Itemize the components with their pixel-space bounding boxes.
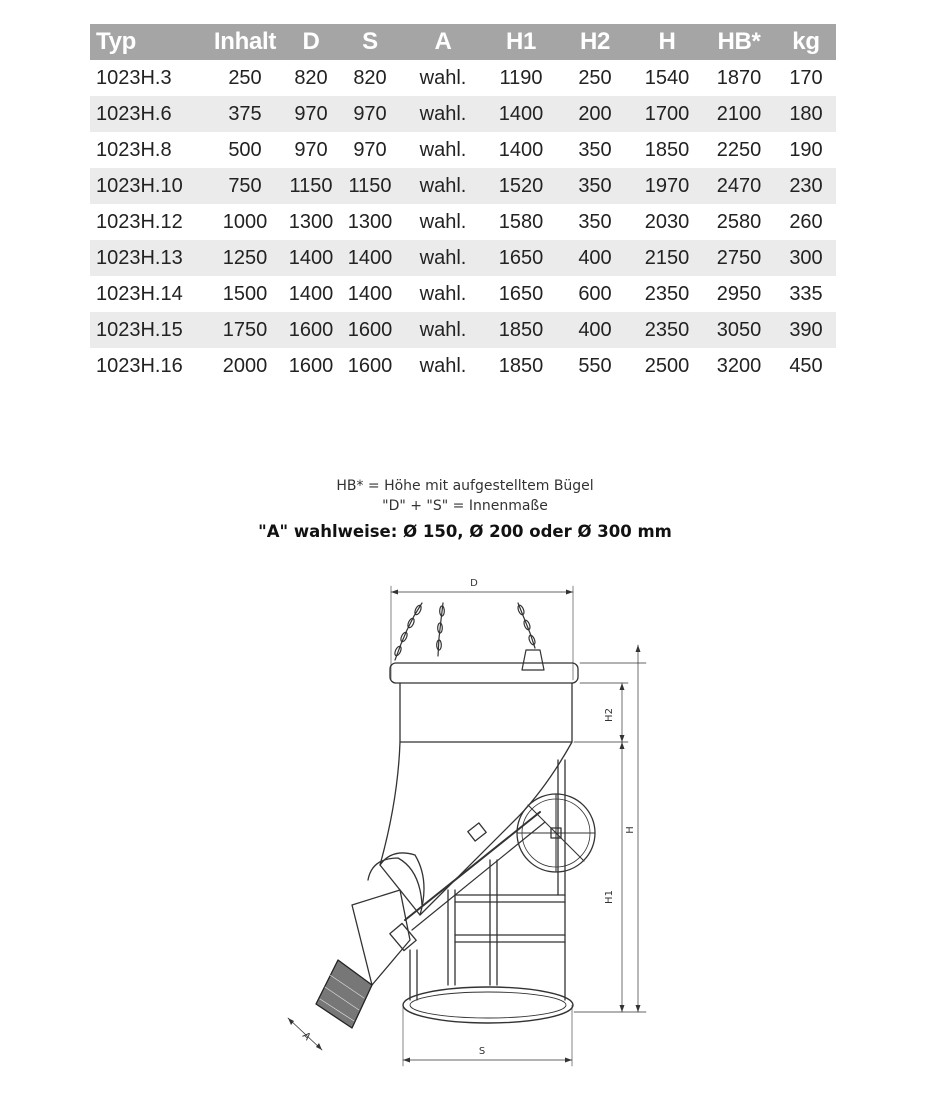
cell-inhalt: 1250	[206, 240, 284, 276]
notes-block	[0, 476, 930, 541]
cell-a: wahl.	[419, 282, 467, 305]
cell-h2: 600	[578, 282, 612, 305]
table-row	[90, 348, 836, 384]
cell-a: wahl.	[402, 96, 484, 132]
table-row	[90, 204, 836, 240]
cell-h2: 550	[578, 354, 612, 377]
cell-typ: 1023H.13	[90, 240, 206, 276]
cell-a: wahl.	[419, 66, 467, 89]
cell-kg: 190	[789, 138, 823, 161]
cell-d: 970	[284, 96, 338, 132]
cell-kg: 260	[789, 210, 823, 233]
cell-h2: 250	[578, 66, 612, 89]
cell-h1: 1190	[499, 66, 543, 89]
header-h1: H1	[484, 24, 558, 60]
cell-h: 1970	[632, 168, 702, 204]
cell-a: wahl.	[402, 240, 484, 276]
header-h2: H2	[558, 24, 632, 60]
cell-inhalt: 500	[228, 138, 262, 161]
lever-block	[468, 823, 486, 841]
cell-typ: 1023H.15	[90, 312, 206, 348]
cell-typ: 1023H.10	[90, 168, 206, 204]
cell-h1: 1650	[484, 240, 558, 276]
cell-kg: 180	[776, 96, 836, 132]
cell-inhalt: 1750	[206, 312, 284, 348]
cell-h: 2150	[632, 240, 702, 276]
rubber-hose	[316, 960, 372, 1028]
cell-h1: 1850	[498, 354, 544, 377]
cell-hb: 1870	[716, 66, 762, 89]
cell-h: 1700	[632, 96, 702, 132]
cell-h: 1850	[644, 138, 690, 161]
cell-d: 970	[294, 138, 328, 161]
table-row	[90, 132, 836, 168]
header-inhalt: Inhalt	[206, 24, 284, 60]
cell-s: 1400	[338, 240, 402, 276]
upper-cylinder	[400, 683, 572, 742]
cell-hb: 2100	[702, 96, 776, 132]
cell-typ: 1023H.6	[90, 96, 206, 132]
cell-hb: 2750	[702, 240, 776, 276]
header-hb: HB*	[702, 24, 776, 60]
cell-s: 1150	[338, 168, 402, 204]
label-h1: H1	[604, 890, 615, 904]
outlet-cone	[352, 890, 410, 985]
concrete-bucket-drawing	[260, 568, 680, 1068]
cell-h1: 1520	[484, 168, 558, 204]
cell-h2: 200	[558, 96, 632, 132]
cell-kg: 335	[789, 282, 823, 305]
spec-table	[90, 24, 836, 384]
cell-typ: 1023H.8	[96, 138, 172, 161]
label-h2: H2	[604, 708, 615, 722]
cell-h: 1540	[644, 66, 690, 89]
cell-inhalt: 375	[206, 96, 284, 132]
header-a: A	[402, 24, 484, 60]
table-row	[90, 240, 836, 276]
cell-h: 2030	[644, 210, 690, 233]
cell-s: 1400	[347, 282, 393, 305]
cell-a: wahl.	[419, 138, 467, 161]
cell-a: wahl.	[419, 210, 467, 233]
cell-hb: 2580	[716, 210, 762, 233]
table-row	[90, 276, 836, 312]
header-d: D	[284, 24, 338, 60]
cell-typ: 1023H.14	[96, 282, 183, 305]
cell-kg: 170	[789, 66, 823, 89]
cell-s: 820	[353, 66, 387, 89]
cell-a: wahl.	[402, 168, 484, 204]
header-h: H	[632, 24, 702, 60]
table-row	[90, 60, 836, 96]
cell-hb: 3050	[702, 312, 776, 348]
a-note: "A" wahlweise: Ø 150, Ø 200 oder Ø 300 mm	[258, 522, 672, 541]
cell-h: 2350	[644, 282, 690, 305]
cell-kg: 230	[776, 168, 836, 204]
cell-d: 1400	[288, 282, 334, 305]
cell-typ: 1023H.3	[96, 66, 172, 89]
cell-h2: 350	[578, 210, 612, 233]
outlet-clamp	[390, 923, 416, 950]
cell-a: wahl.	[402, 312, 484, 348]
table-row	[90, 312, 836, 348]
cell-h1: 1400	[484, 96, 558, 132]
cone-mouth	[380, 853, 424, 915]
cell-h1: 1650	[498, 282, 544, 305]
header-typ: Typ	[90, 24, 206, 60]
cell-h: 2500	[644, 354, 690, 377]
cell-inhalt: 1000	[222, 210, 268, 233]
cell-d: 1600	[288, 354, 334, 377]
cell-s: 1600	[347, 354, 393, 377]
cell-h2: 350	[578, 138, 612, 161]
cell-typ: 1023H.16	[96, 354, 183, 377]
label-h: H	[625, 826, 636, 834]
cell-typ: 1023H.12	[96, 210, 183, 233]
cell-h: 2350	[632, 312, 702, 348]
cell-hb: 3200	[716, 354, 762, 377]
cell-inhalt: 250	[228, 66, 262, 89]
cell-a: wahl.	[419, 354, 467, 377]
ds-note: "D" + "S" = Innenmaße	[382, 498, 548, 514]
cone-body	[380, 742, 572, 915]
top-rim	[390, 663, 578, 683]
hb-note: HB* = Höhe mit aufgestelltem Bügel	[336, 478, 594, 494]
cell-hb: 2950	[716, 282, 762, 305]
cell-inhalt: 750	[206, 168, 284, 204]
cell-h1: 1580	[498, 210, 544, 233]
cell-h1: 1400	[498, 138, 544, 161]
label-s: S	[478, 1046, 486, 1057]
technical-drawing	[260, 568, 680, 1068]
cell-s: 970	[353, 138, 387, 161]
cell-h2: 400	[558, 240, 632, 276]
cell-kg: 450	[789, 354, 823, 377]
cell-d: 820	[294, 66, 328, 89]
table-row	[90, 96, 836, 132]
lifting-chains	[394, 603, 544, 670]
cell-inhalt: 2000	[222, 354, 268, 377]
cell-kg: 390	[776, 312, 836, 348]
label-a: A	[299, 1030, 313, 1043]
cell-h2: 350	[558, 168, 632, 204]
cell-d: 1150	[284, 168, 338, 204]
cell-d: 1600	[284, 312, 338, 348]
cell-kg: 300	[776, 240, 836, 276]
header-s: S	[338, 24, 402, 60]
base-ring-inner	[410, 992, 566, 1018]
table-header-row	[90, 24, 836, 60]
cell-hb: 2250	[716, 138, 762, 161]
cell-inhalt: 1500	[222, 282, 268, 305]
cell-hb: 2470	[702, 168, 776, 204]
cell-h2: 400	[558, 312, 632, 348]
cell-d: 1400	[284, 240, 338, 276]
label-d: D	[470, 578, 478, 589]
cell-h1: 1850	[484, 312, 558, 348]
header-kg: kg	[776, 24, 836, 60]
cell-s: 1600	[338, 312, 402, 348]
cell-s: 970	[338, 96, 402, 132]
cell-d: 1300	[288, 210, 334, 233]
table-row	[90, 168, 836, 204]
cell-s: 1300	[347, 210, 393, 233]
